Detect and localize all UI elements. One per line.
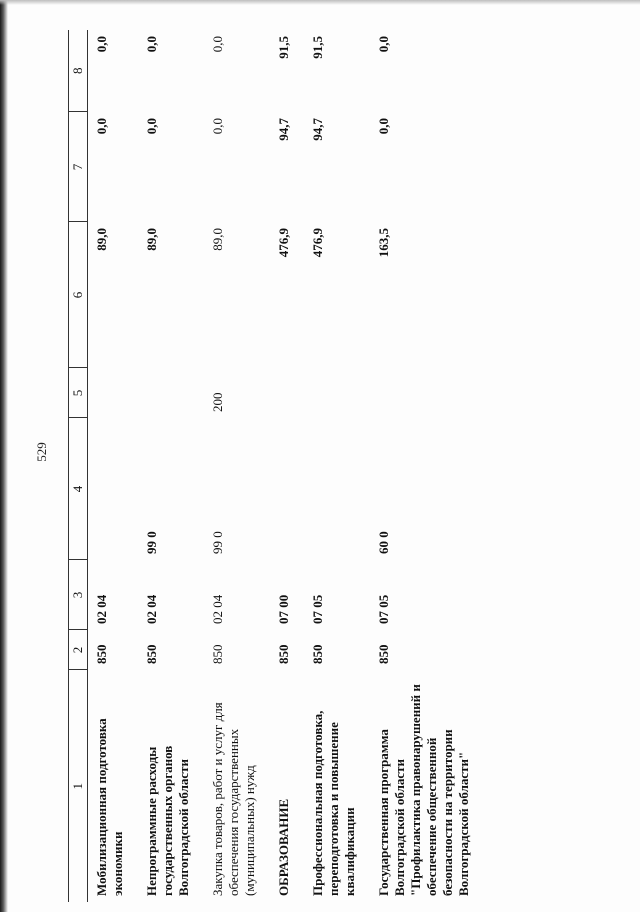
row-value-6: 89,0	[144, 228, 159, 251]
row-section: 02 04	[144, 594, 159, 624]
row-code: 850	[94, 644, 109, 664]
row-code: 850	[310, 644, 325, 664]
column-header-1: 1	[69, 670, 88, 902]
row-name: ОБРАЗОВАНИЕ	[276, 798, 291, 896]
row-expense-type	[270, 368, 304, 418]
scan-shadow-left	[0, 0, 8, 912]
column-header-5: 5	[69, 368, 88, 418]
table-row	[138, 30, 204, 902]
row-value-8: 0,0	[144, 36, 159, 53]
row-value-6: 89,0	[210, 228, 225, 251]
table-row	[270, 30, 304, 902]
row-value-7: 0,0	[94, 118, 109, 135]
table-row	[370, 30, 484, 902]
row-expense-type	[370, 368, 484, 418]
row-section: 07 00	[276, 594, 291, 624]
rotated-table-frame	[68, 30, 640, 902]
budget-table	[68, 30, 484, 902]
row-value-7: 0,0	[144, 118, 159, 135]
table-header-row	[69, 30, 88, 902]
table-row	[88, 30, 139, 902]
row-expense-type	[88, 368, 139, 418]
row-code: 850	[276, 644, 291, 664]
row-value-7: 0,0	[376, 118, 391, 135]
row-code: 850	[210, 644, 225, 664]
row-value-8: 0,0	[210, 36, 225, 53]
row-name: Мобилизационная подготовка экономики	[94, 718, 125, 896]
row-program	[304, 418, 370, 560]
column-header-4: 4	[69, 418, 88, 560]
row-code: 850	[144, 644, 159, 664]
row-expense-type: 200	[210, 392, 225, 412]
row-name: Государственная программа Волгоградской области "Профилактика правонарушений и обеспечение общественной безопасности на территории Волгоградской области"	[376, 684, 471, 896]
row-program: 99 0	[210, 531, 225, 554]
column-header-6: 6	[69, 222, 88, 368]
row-value-6: 476,9	[276, 228, 291, 258]
row-code: 850	[376, 644, 391, 664]
row-expense-type	[304, 368, 370, 418]
row-value-8: 0,0	[376, 36, 391, 53]
row-value-8: 91,5	[276, 36, 291, 59]
row-program: 99 0	[144, 531, 159, 554]
row-section: 07 05	[310, 594, 325, 624]
row-section: 02 04	[210, 594, 225, 624]
table-row	[304, 30, 370, 902]
row-value-6: 163,5	[376, 228, 391, 258]
row-value-8: 0,0	[94, 36, 109, 53]
row-name: Профессиональная подготовка, переподготовка и повышение квалификации	[310, 710, 357, 896]
row-value-6: 89,0	[94, 228, 109, 251]
row-name: Закупка товаров, работ и услуг для обеспечения государственных (муниципальных) нужд	[210, 702, 257, 896]
row-value-7: 94,7	[276, 118, 291, 141]
page-number: 529	[34, 442, 49, 462]
row-expense-type	[138, 368, 204, 418]
column-header-8: 8	[69, 30, 88, 112]
column-header-3: 3	[69, 560, 88, 630]
row-program	[270, 418, 304, 560]
row-value-7: 94,7	[310, 118, 325, 141]
row-program	[88, 418, 139, 560]
row-section: 07 05	[376, 594, 391, 624]
row-section: 02 04	[94, 594, 109, 624]
column-header-7: 7	[69, 112, 88, 222]
row-program: 60 0	[376, 531, 391, 554]
table-row	[204, 30, 270, 902]
budget-table-container	[68, 30, 640, 902]
row-value-7: 0,0	[210, 118, 225, 135]
row-value-6: 476,9	[310, 228, 325, 258]
row-name: Непрограммные расходы государственных органов Волгоградской области	[144, 745, 191, 896]
column-header-2: 2	[69, 630, 88, 670]
row-value-8: 91,5	[310, 36, 325, 59]
scan-shadow-top	[0, 0, 640, 5]
